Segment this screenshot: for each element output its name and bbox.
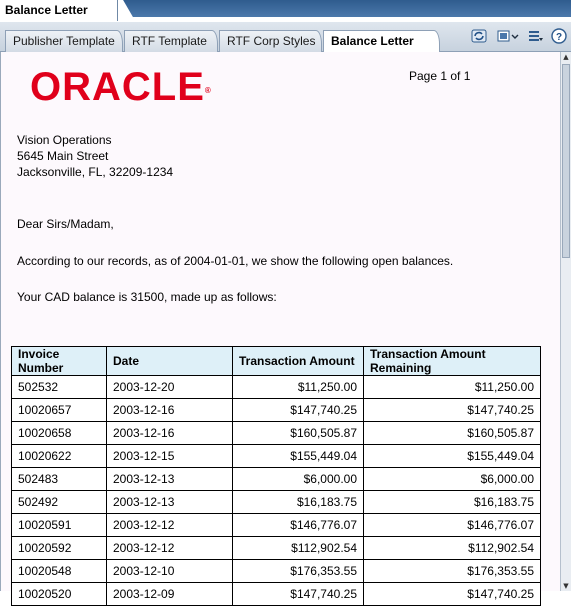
- cell-transaction-amount: $146,776.07: [233, 514, 364, 537]
- cell-amount-remaining: $6,000.00: [364, 468, 541, 491]
- tab-rtf-corp-styles[interactable]: RTF Corp Styles: [219, 30, 322, 52]
- cell-invoice-number: 10020592: [12, 537, 107, 560]
- balance-line: Your CAD balance is 31500, made up as follows:: [17, 290, 277, 304]
- cell-date: 2003-12-16: [107, 422, 233, 445]
- cell-invoice-number: 10020520: [12, 583, 107, 606]
- view-options-icon[interactable]: [496, 28, 522, 46]
- tab-strip: [0, 22, 571, 52]
- address-block: [17, 132, 173, 180]
- cell-amount-remaining: $176,353.55: [364, 560, 541, 583]
- cell-amount-remaining: $160,505.87: [364, 422, 541, 445]
- list-icon[interactable]: [526, 28, 544, 46]
- cell-amount-remaining: $147,740.25: [364, 399, 541, 422]
- intro-paragraph: According to our records, as of 2004-01-01, we show the following open balances.: [17, 254, 454, 268]
- cell-transaction-amount: $11,250.00: [233, 376, 364, 399]
- cell-date: 2003-12-12: [107, 537, 233, 560]
- cell-transaction-amount: $147,740.25: [233, 399, 364, 422]
- tab-balance-letter[interactable]: Balance Letter: [323, 30, 440, 53]
- cell-date: 2003-12-09: [107, 583, 233, 606]
- header-transaction-amount: Transaction Amount: [233, 347, 364, 376]
- oracle-logo: [30, 67, 212, 107]
- cell-amount-remaining: $155,449.04: [364, 445, 541, 468]
- cell-date: 2003-12-15: [107, 445, 233, 468]
- cell-invoice-number: 502532: [12, 376, 107, 399]
- cell-invoice-number: 502492: [12, 491, 107, 514]
- table-row: [12, 445, 541, 468]
- table-row: [12, 537, 541, 560]
- refresh-icon[interactable]: [470, 28, 488, 46]
- cell-transaction-amount: $176,353.55: [233, 560, 364, 583]
- cell-date: 2003-12-13: [107, 491, 233, 514]
- oracle-logo-text: ORACLE: [30, 65, 205, 109]
- titlebar-filler: [118, 0, 571, 17]
- cell-transaction-amount: $6,000.00: [233, 468, 364, 491]
- address-line-street: 5645 Main Street: [17, 149, 109, 163]
- tab-publisher-template[interactable]: Publisher Template: [5, 30, 123, 52]
- cell-date: 2003-12-20: [107, 376, 233, 399]
- cell-date: 2003-12-12: [107, 514, 233, 537]
- scroll-down-icon[interactable]: ▼: [563, 582, 569, 590]
- header-amount-remaining: Transaction Amount Remaining: [364, 347, 541, 376]
- cell-amount-remaining: $112,902.54: [364, 537, 541, 560]
- scroll-up-icon[interactable]: ▲: [563, 53, 569, 61]
- header-invoice-number: Invoice Number: [12, 347, 107, 376]
- cell-invoice-number: 502483: [12, 468, 107, 491]
- tab-rtf-template[interactable]: RTF Template: [124, 30, 218, 52]
- cell-invoice-number: 10020658: [12, 422, 107, 445]
- help-icon[interactable]: [550, 28, 568, 46]
- balances-table: [11, 346, 541, 606]
- address-line-city: Jacksonville, FL, 32209-1234: [17, 165, 174, 179]
- cell-invoice-number: 10020622: [12, 445, 107, 468]
- header-date: Date: [107, 347, 233, 376]
- cell-transaction-amount: $147,740.25: [233, 583, 364, 606]
- table-row: [12, 583, 541, 606]
- registered-mark: ®: [204, 86, 212, 95]
- cell-transaction-amount: $16,183.75: [233, 491, 364, 514]
- cell-transaction-amount: $160,505.87: [233, 422, 364, 445]
- table-row: [12, 376, 541, 399]
- table-row: [12, 560, 541, 583]
- cell-date: 2003-12-16: [107, 399, 233, 422]
- cell-invoice-number: 10020657: [12, 399, 107, 422]
- cell-date: 2003-12-10: [107, 560, 233, 583]
- report-preview: [0, 52, 561, 601]
- page-indicator: Page 1 of 1: [409, 69, 471, 83]
- cell-transaction-amount: $112,902.54: [233, 537, 364, 560]
- cell-transaction-amount: $155,449.04: [233, 445, 364, 468]
- table-header-row: [12, 347, 541, 376]
- table-row: [12, 514, 541, 537]
- cell-amount-remaining: $147,740.25: [364, 583, 541, 606]
- address-line-company: Vision Operations: [17, 133, 112, 147]
- table-row: [12, 422, 541, 445]
- cell-date: 2003-12-13: [107, 468, 233, 491]
- scrollbar-thumb[interactable]: [562, 64, 570, 258]
- window-title: Balance Letter: [0, 0, 118, 21]
- cell-amount-remaining: $11,250.00: [364, 376, 541, 399]
- table-row: [12, 468, 541, 491]
- window-titlebar: [0, 0, 571, 23]
- cell-amount-remaining: $16,183.75: [364, 491, 541, 514]
- svg-text:?: ?: [555, 32, 563, 43]
- table-row: [12, 491, 541, 514]
- cell-invoice-number: 10020591: [12, 514, 107, 537]
- vertical-scrollbar[interactable]: [560, 52, 571, 591]
- cell-invoice-number: 10020548: [12, 560, 107, 583]
- cell-amount-remaining: $146,776.07: [364, 514, 541, 537]
- table-row: [12, 399, 541, 422]
- salutation: Dear Sirs/Madam,: [17, 217, 114, 231]
